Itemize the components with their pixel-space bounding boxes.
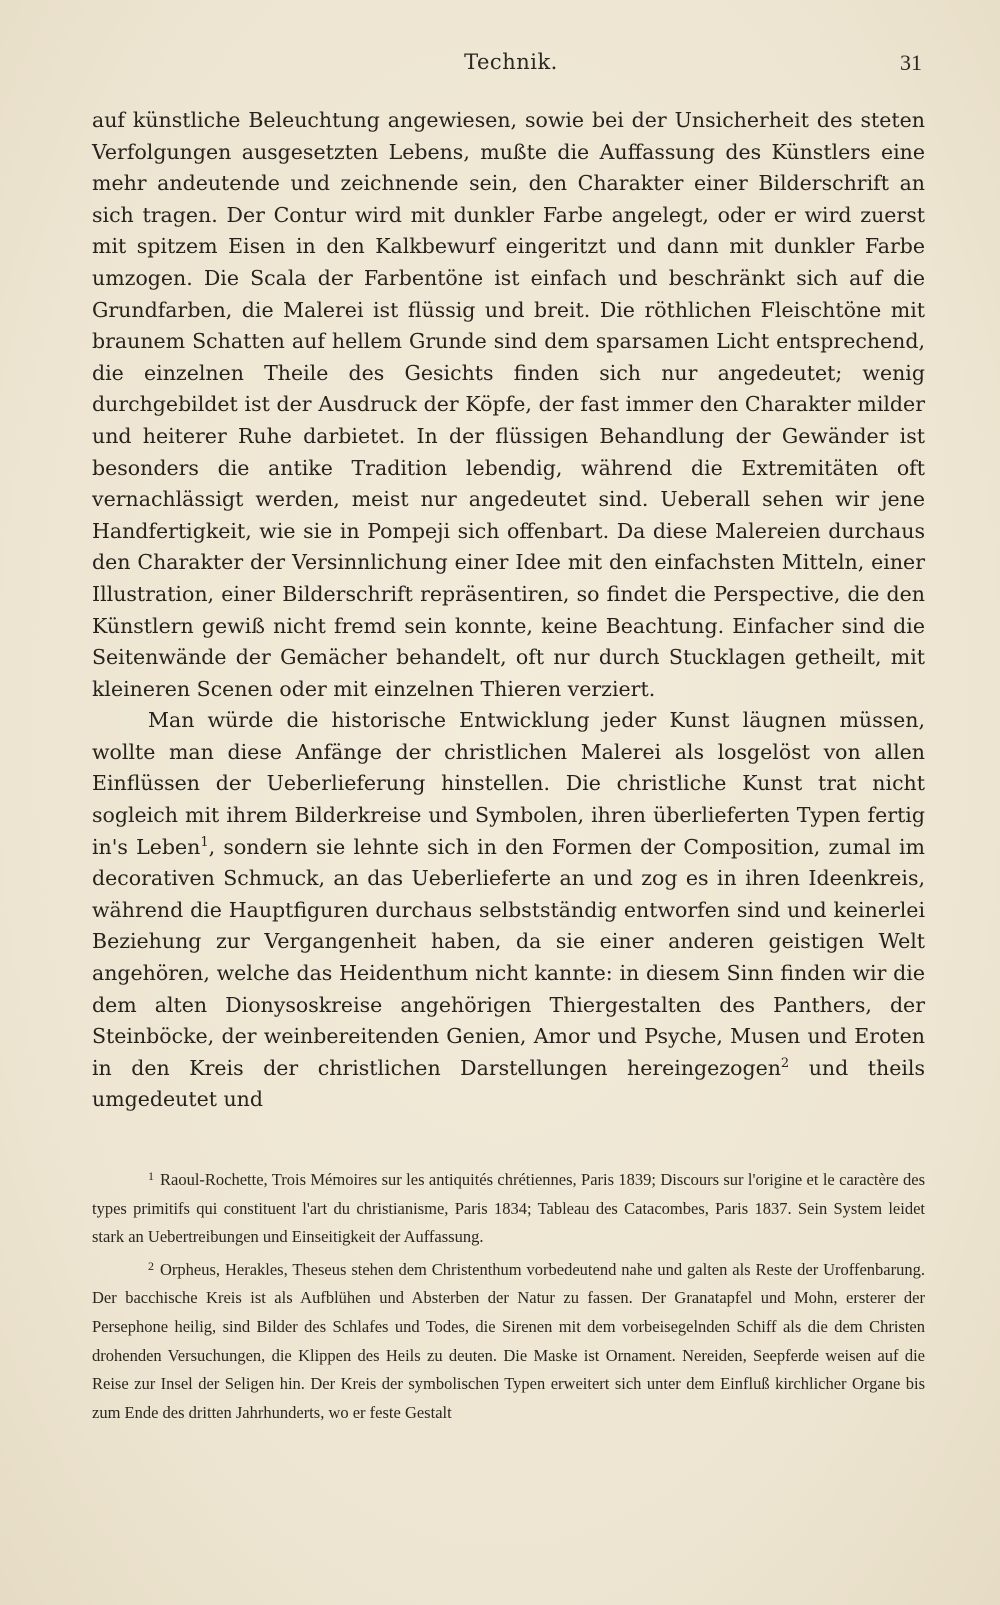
paragraph-text: , sondern sie lehnte sich in den Formen der Composition, zumal im decorativen Schmuck, an das Ueberlieferte an und zog es in ihren Ideenkreis, während die Hauptfiguren durchaus selbstständig entworfen sind und keinerlei Beziehung zur Vergangenheit haben, da sie einer anderen geistigen Welt angehören, welche das Heidenthum nicht kannte: in diesem Sinn finden wir die dem alten Dionysoskreise angehörigen Thiergestalten des Panthers, der Steinböcke, der weinbereitenden Genien, Amor und Psyche, Musen und Eroten in den Kreis der christlichen Darstellungen hereingezogen	[92, 834, 925, 1080]
running-head: Technik.	[464, 50, 558, 74]
page-number: 31	[900, 50, 922, 75]
footnote-marker: 1	[148, 1169, 154, 1183]
footnote	[92, 1162, 925, 1252]
footnotes	[92, 1162, 925, 1427]
footnote-reference: 2	[780, 1055, 790, 1071]
footnote-reference: 1	[200, 834, 209, 850]
footnote-text: Raoul-Rochette, Trois Mémoires sur les antiquités chrétiennes, Paris 1839; Discours sur l'origine et le caractère des types primitifs qui constituent l'art du christianisme, Paris 1834; Tableau des Catacombes, Paris 1837. Sein System leidet stark an Uebertreibungen und Einseitigkeit der Auffassung.	[92, 1170, 925, 1247]
paragraph-text: Man würde die historische Entwicklung jeder Kunst läugnen müssen, wollte man diese Anfänge der christlichen Malerei als losgelöst von allen Einflüssen der Ueberlieferung hinstellen. Die christliche Kunst trat nicht sogleich mit ihrem Bilderkreise und Symbolen, ihren überlieferten Typen fertig in's Leben	[92, 708, 925, 859]
paragraph: auf künstliche Beleuchtung angewiesen, sowie bei der Unsicherheit des steten Verfolgungen ausgesetzten Lebens, mußte die Auffassung des Künstlers eine mehr andeutende und zeichnende sein, den Charakter einer Bilderschrift an sich tragen. Der Contur wird mit dunkler Farbe angelegt, oder er wird zuerst mit spitzem Eisen in den Kalkbewurf eingeritzt und dann mit dunkler Farbe umzogen. Die Scala der Farbentöne ist einfach und beschränkt sich auf die Grundfarben, die Malerei ist flüssig und breit. Die röthlichen Fleischtöne mit braunem Schatten auf hellem Grunde sind dem sparsamen Licht entsprechend, die einzelnen Theile des Gesichts finden sich nur angedeutet; wenig durchgebildet ist der Ausdruck der Köpfe, der fast immer den Charakter milder und heiterer Ruhe darbietet. In der flüssigen Behandlung der Gewänder ist besonders die antike Tradition lebendig, während die Extremitäten oft vernachlässigt werden, meist nur angedeutet sind. Ueberall sehen wir jene Handfertigkeit, wie sie in Pompeji sich offenbart. Da diese Malereien durchaus den Charakter der Versinnlichung einer Idee mit den einfachsten Mitteln, einer Illustration, einer Bilderschrift repräsentiren, so findet die Perspective, die den Künstlern gewiß nicht fremd sein konnte, keine Beachtung. Einfacher sind die Seitenwände der Gemächer behandelt, oft nur durch Stucklagen getheilt, mit kleineren Scenen oder mit einzelnen Thieren verziert.	[92, 108, 925, 701]
footnote-text: Orpheus, Herakles, Theseus stehen dem Christenthum vorbedeutend nahe und galten als Reste der Uroffenbarung. Der bacchische Kreis ist als Aufblühen und Absterben der Natur zu fassen. Der Granatapfel und Mohn, ersterer der Persephone heilig, sind Bilder des Schlafes und Todes, die Sirenen mit dem vorbeisegelnden Schiff als die dem Christen drohenden Versuchungen, die Klippen des Heils zu deuten. Die Maske ist Ornament. Nereiden, Seepferde weisen auf die Reise zur Insel der Seligen hin. Der Kreis der symbolischen Typen erweitert sich unter dem Einfluß kirchlicher Organe bis zum Ende des dritten Jahrhunderts, wo er feste Gestalt	[92, 1259, 925, 1422]
main-text	[92, 105, 925, 1116]
paragraph-text: und theils umgedeutet und	[92, 1055, 925, 1112]
footnote-marker: 2	[148, 1258, 154, 1273]
footnote	[92, 1252, 925, 1428]
paragraph	[92, 705, 925, 1116]
page-header	[100, 50, 922, 86]
